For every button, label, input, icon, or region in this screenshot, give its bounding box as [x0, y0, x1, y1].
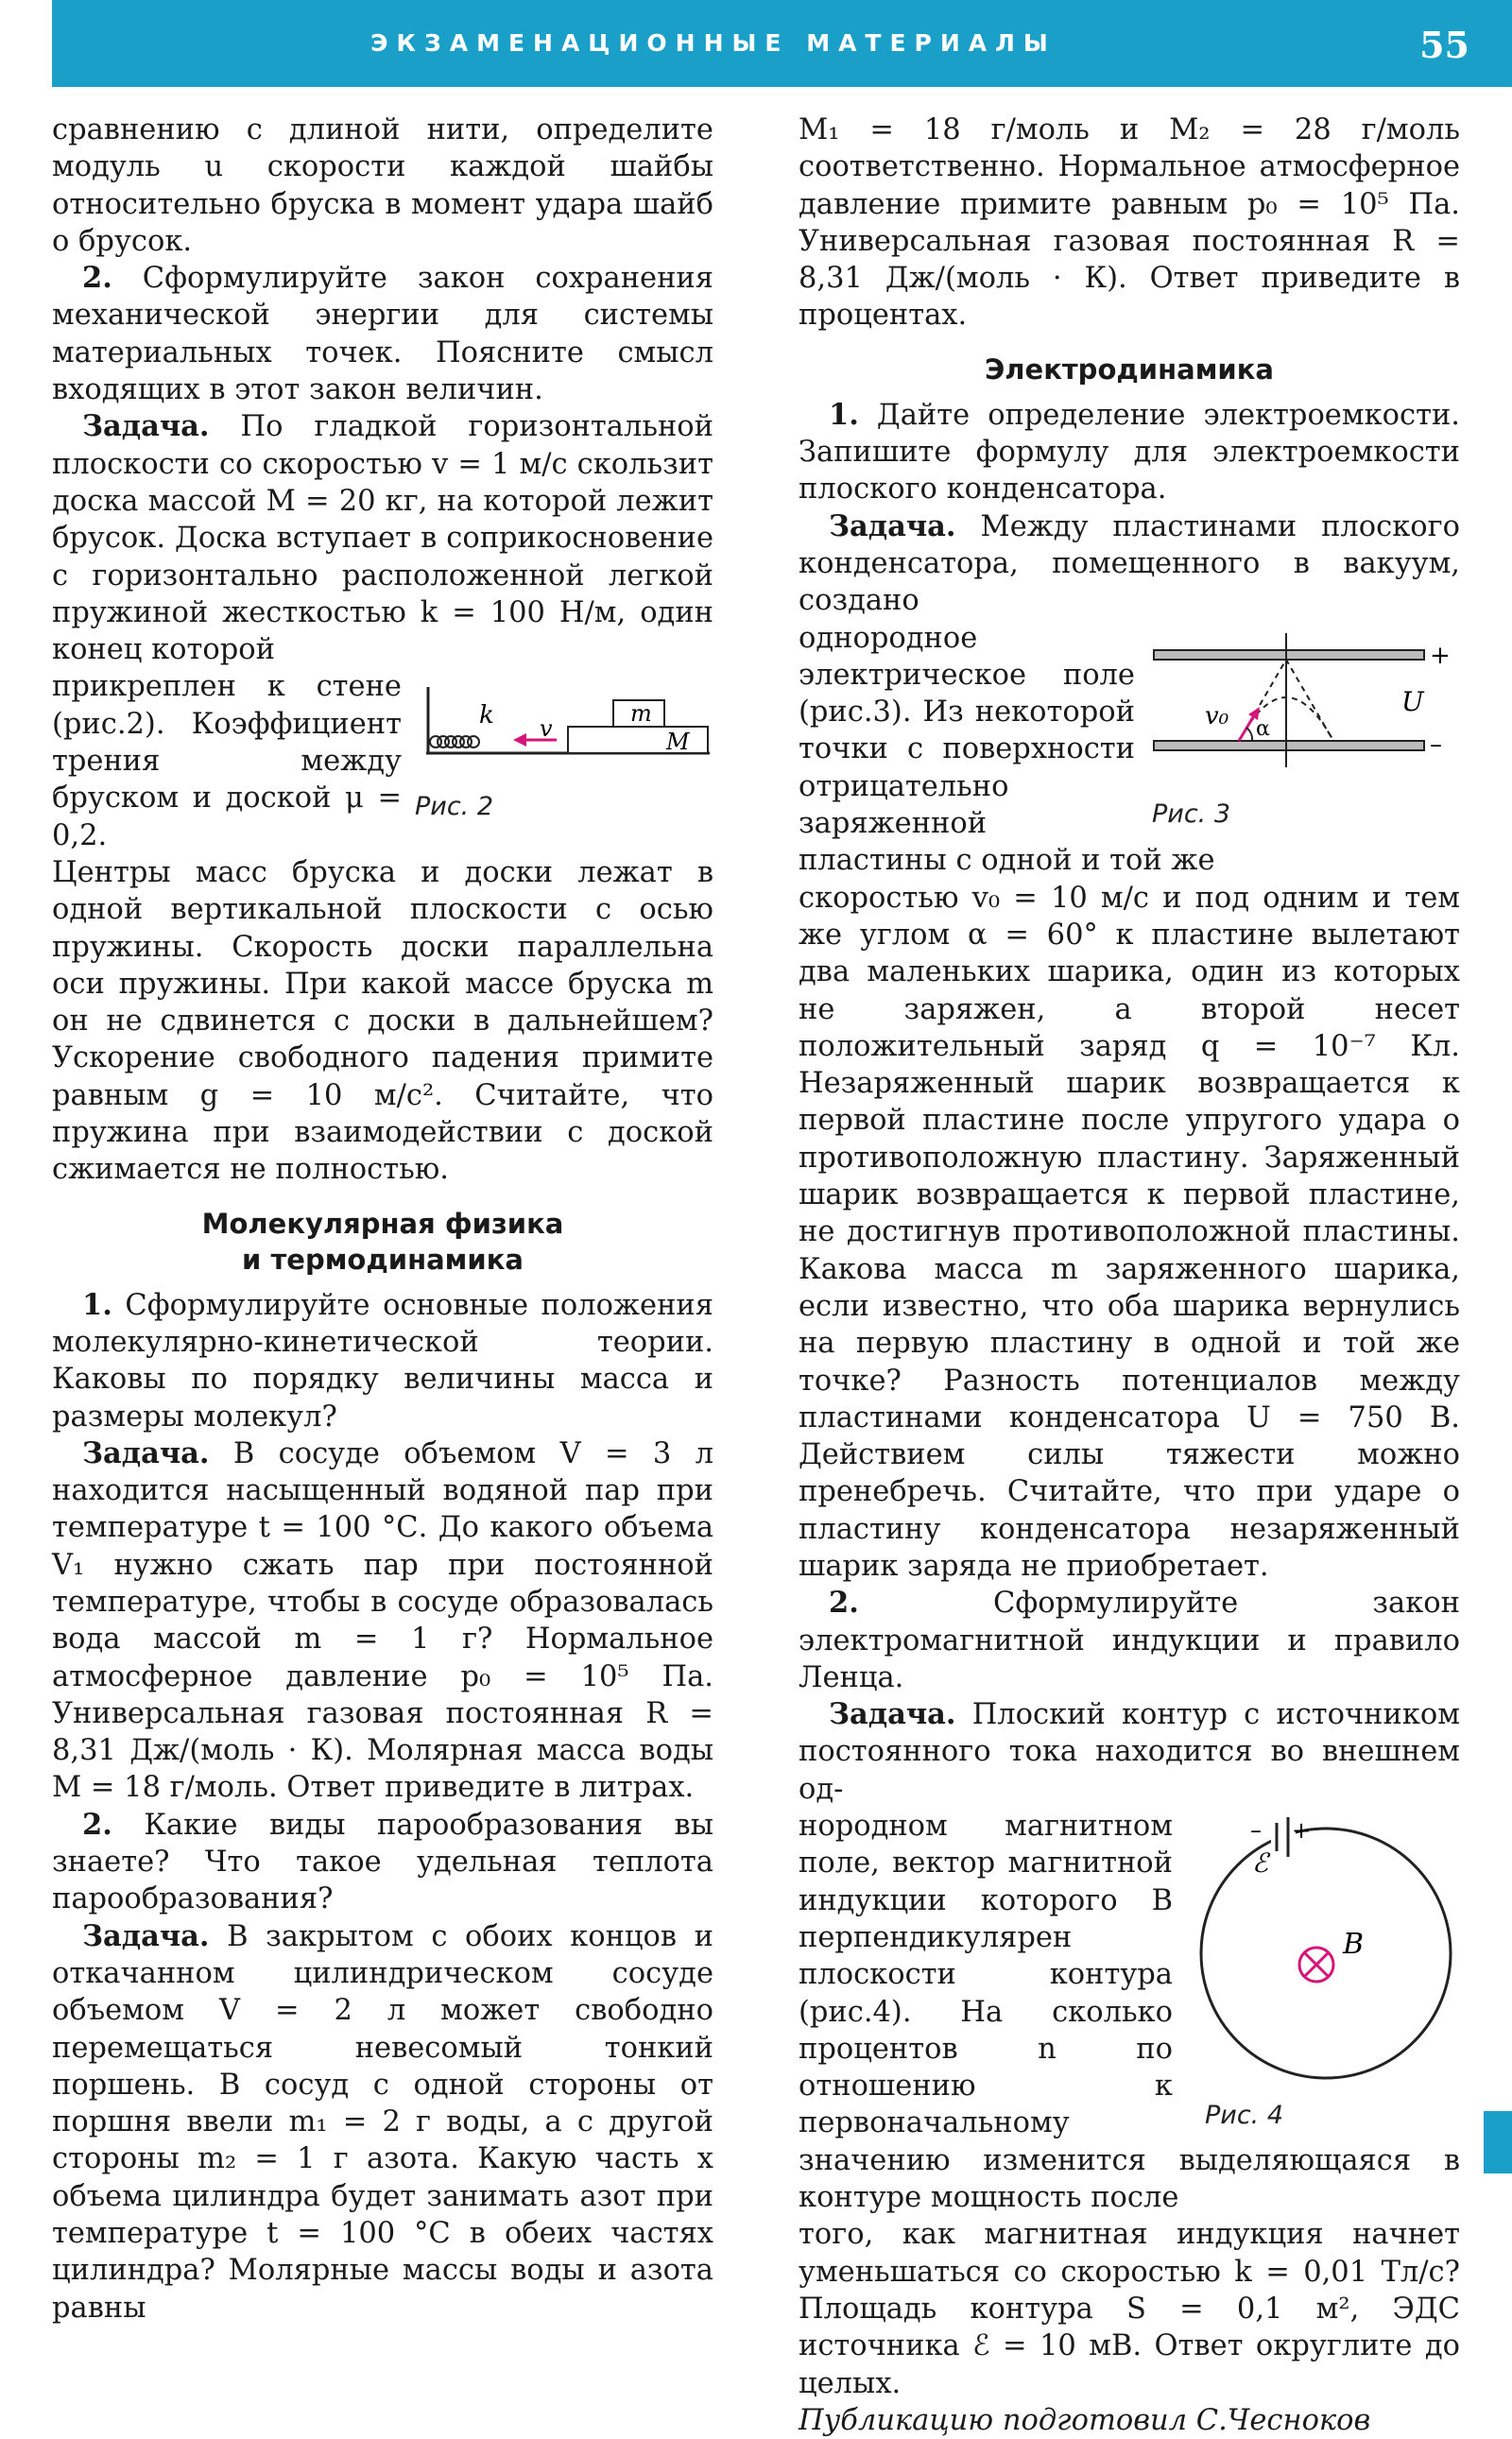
- label-m: m: [630, 700, 652, 728]
- question-text: Сформулируйте закон сохранения механической энергии для системы материальных точек. Поясните смысл входящих в этот закон величин.: [52, 262, 713, 407]
- question-number: 2.: [82, 261, 112, 296]
- question-number: 1.: [82, 1287, 112, 1322]
- figure-3-drawing: [1148, 626, 1460, 786]
- task-text: В сосуде объемом V = 3 л находится насыщенный водяной пар при температуре t = 100 °С. До какого объема V₁ нужно сжать пар при постоянной температуре, чтобы в сосуде образовалась вода массой m = 1 г? Нормальное атмосферное давление p₀ = 10⁵ Па. Универсальная газовая постоянная R = 8,31 Дж/(моль · К). Молярная масса воды M = 18 г/моль. Ответ приведите в литрах.: [52, 1436, 713, 1805]
- section-title-electro: Электродинамика: [985, 352, 1274, 386]
- signature: Публикацию подготовил С.Чесноков: [799, 2403, 1371, 2437]
- figure-4-drawing: [1186, 1813, 1460, 2087]
- label-k: k: [479, 701, 494, 730]
- label-minus: –: [1430, 730, 1442, 759]
- label-plus: +: [1430, 641, 1451, 670]
- label-v0: v₀: [1205, 701, 1229, 730]
- plate-negative: [1154, 741, 1424, 750]
- label-B: B: [1343, 1928, 1365, 1962]
- task-label: Задача.: [829, 508, 956, 543]
- figure-3-caption: Рис. 3: [1152, 799, 1231, 829]
- left-column: [52, 112, 713, 2327]
- label-M: M: [666, 729, 690, 756]
- task-circuit: [799, 1696, 1460, 1808]
- task-mechanics: [52, 408, 713, 668]
- question-number: 1.: [829, 397, 859, 432]
- question-text: Какие виды парообразования вы знаете? Что такое удельная теплота парообразования?: [52, 1808, 713, 1916]
- task-vapor: [52, 1435, 713, 1807]
- figure-4-caption: Рис. 4: [1205, 2101, 1284, 2131]
- paragraph: Центры масс бруска и доски лежат в одной вертикальной плоскости с осью пружины. Скорость доски параллельна оси пружины. При какой массе бруска m он не сдвинется с доски в дальнейшем? Ускорение свободного падения примите равным g = 10 м/с². Считайте, что пружина при взаимодействии с доской сжимается не полностью.: [52, 855, 713, 1187]
- figure-2-caption: Рис. 2: [415, 791, 494, 821]
- paragraph: скоростью v₀ = 10 м/с и под одним и тем же углом α = 60° к пластине вылетают два маленьких шарика, один из которых не заряжен, а второй несет положительный заряд q = 10⁻⁷ Кл. Незаряженный шарик возвращается к первой пластине после упругого удара о противоположную пластину. Заряженный шарик возвращается к первой пластине, не достигнув противоположной пластины. Какова масса m заряженного шарика, если известно, что оба шарика вернулись на первую пластину в одной и той же точке? Разность потенциалов между пластинами конденсатора U = 750 В. Действием силы тяжести можно пренебречь. Считайте, что при ударе о пластину конденсатора незаряженный шарик заряда не приобретает.: [799, 881, 1460, 1583]
- figure-4: [1186, 1813, 1460, 2131]
- right-column: [799, 112, 1460, 2439]
- question-2: [52, 260, 713, 408]
- section-title-line: и термодинамика: [242, 1243, 524, 1276]
- figure-2-drawing: [415, 674, 713, 778]
- task-text: В закрытом с обоих концов и откачанном цилиндрическом сосуде объемом V = 2 л может свободно перемещаться невесомый тонкий поршень. В сосуд с одной стороны от поршня ввели m₁ = 2 г воды, а с другой стороны m₂ = 1 г азота. Какую часть x объема цилиндра будет занимать азот при температуре t = 100 °С в обеих частях цилиндра? Молярные массы воды и азота равны: [52, 1919, 713, 2325]
- question-text: Сформулируйте основные положения молекулярно-кинетической теории. Каковы по порядку величины масса и размеры молекул?: [52, 1288, 713, 1434]
- question-2: [52, 1807, 713, 1918]
- task-label: Задача.: [82, 409, 210, 444]
- paragraph: однородное электрическое поле (рис.3). Из некоторой точки с поверхности отрицательно заряженной пластины с одной и той же: [799, 621, 1215, 878]
- label-emf: ℰ: [1252, 1847, 1268, 1880]
- paragraph: прикреплен к стене (рис.2). Коэффициент трения между бруском и доской μ = 0,2.: [52, 670, 402, 852]
- label-alpha: α: [1256, 716, 1270, 741]
- task-capacitor: [799, 508, 1460, 620]
- figure-2: [415, 674, 713, 821]
- header-title: ЭКЗАМЕНАЦИОННЫЕ МАТЕРИАЛЫ: [370, 29, 1057, 57]
- task-text: Плоский контур с источником постоянного тока находится во внешнем од-: [799, 1698, 1460, 1806]
- plate-positive: [1154, 650, 1424, 660]
- task-label: Задача.: [82, 1435, 210, 1470]
- task-label: Задача.: [829, 1697, 956, 1732]
- page-number: 55: [1419, 24, 1469, 66]
- paragraph: того, как магнитная индукция начнет уменьшаться со скоростью k = 0,01 Тл/с? Площадь контура S = 0,1 м², ЭДС источника ℰ = 10 мВ. Ответ округлите до целых.: [799, 2218, 1460, 2400]
- label-minus: –: [1250, 1817, 1262, 1845]
- question-number: 2.: [82, 1807, 112, 1842]
- task-cylinder: [52, 1918, 713, 2327]
- question-text: Сформулируйте закон электромагнитной индукции и правило Ленца.: [799, 1587, 1460, 1694]
- label-U: U: [1401, 685, 1424, 717]
- section-title-line: Молекулярная физика: [201, 1207, 564, 1240]
- label-plus: +: [1292, 1817, 1312, 1845]
- paragraph: M₁ = 18 г/моль и M₂ = 28 г/моль соответственно. Нормальное атмосферное давление примите равным p₀ = 10⁵ Па. Универсальная газовая постоянная R = 8,31 Дж/(моль · К). Ответ приведите в процентах.: [799, 113, 1460, 333]
- task-text: По гладкой горизонтальной плоскости со скоростью v = 1 м/с скользит доска массой M = 20 кг, на которой лежит брусок. Доска вступает в соприкосновение с горизонтально расположенной легкой пружиной жесткостью k = 100 Н/м, один конец которой: [52, 410, 713, 667]
- question-text: Дайте определение электроемкости. Запишите формулу для электроемкости плоского конденсатора.: [799, 398, 1460, 507]
- corner-tab: [1484, 2111, 1512, 2173]
- question-number: 2.: [829, 1586, 859, 1621]
- task-text: Между пластинами плоского конденсатора, помещенного в вакуум, создано: [799, 509, 1460, 618]
- question-2: [799, 1585, 1460, 1696]
- question-1: [52, 1287, 713, 1435]
- page-header: [52, 0, 1512, 87]
- section-title-molecular: [52, 1206, 713, 1278]
- figure-3: [1148, 626, 1460, 829]
- task-label: Задача.: [82, 1918, 210, 1953]
- paragraph: сравнению с длиной нити, определите модуль u скорости каждой шайбы относительно бруска в момент удара шайб о брусок.: [52, 113, 713, 258]
- spring: [430, 736, 479, 747]
- label-v: v: [540, 715, 553, 743]
- paragraph: нородном магнитном поле, вектор магнитной индукции которого B перпендикулярен плоскости контура (рис.4). На сколько процентов n по отношению к первоначальному значению изменится выделяющаяся в контуре мощность после: [799, 1810, 1460, 2215]
- question-1: [799, 397, 1460, 508]
